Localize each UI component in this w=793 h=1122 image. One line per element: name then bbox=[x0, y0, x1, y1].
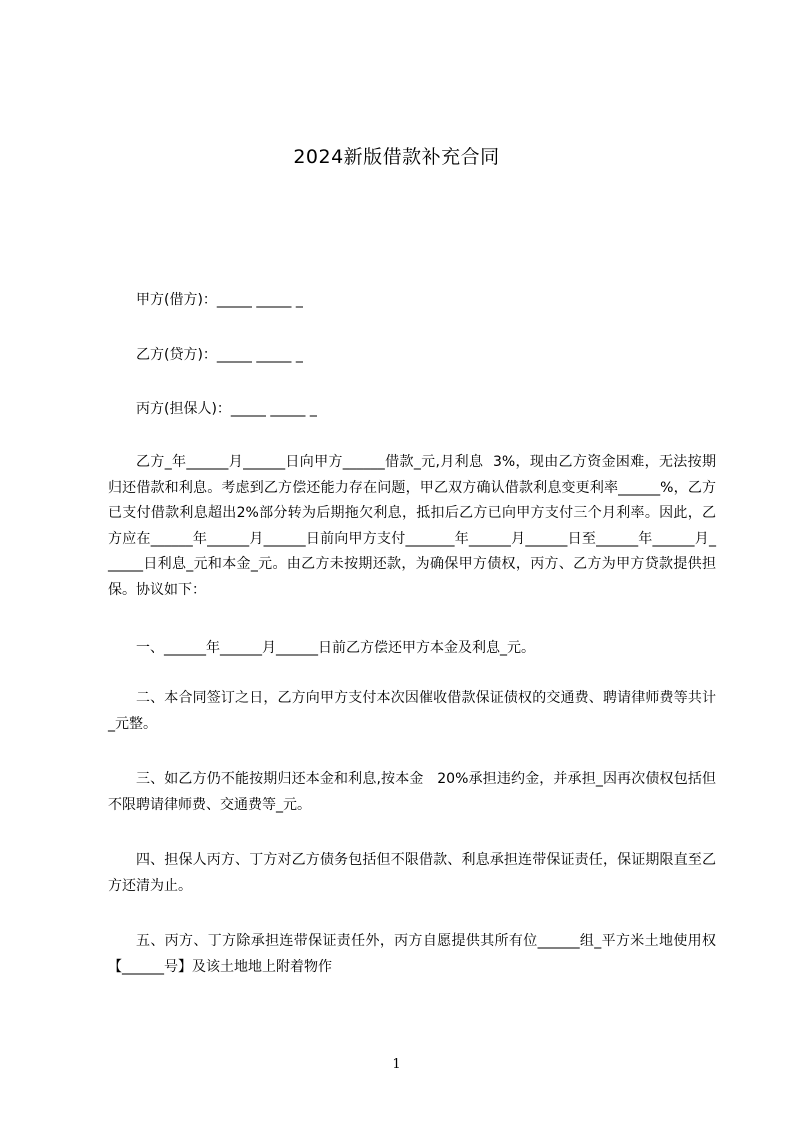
party-a-line: 甲方(借方)：_____ _____ _ bbox=[136, 292, 303, 308]
clause-3: 三、如乙方仍不能按期归还本金和利息,按本金 20%承担违约金，并承担_因再次债权包括但不限聘请律师费、交通费等_元。 bbox=[108, 771, 716, 813]
clause-4: 四、担保人丙方、丁方对乙方债务包括但不限借款、利息承担连带保证责任，保证期限直至乙方还清为止。 bbox=[108, 852, 716, 894]
page-number: 1 bbox=[392, 1057, 401, 1072]
party-b-line: 乙方(贷方)：_____ _____ _ bbox=[136, 347, 303, 363]
clause-1: 一、______年______月______日前乙方偿还甲方本金及利息_元。 bbox=[136, 640, 535, 656]
document-title: 2024新版借款补充合同 bbox=[293, 146, 500, 168]
clause-5: 五、丙方、丁方除承担连带保证责任外，丙方自愿提供其所有位______组_平方米土地使用权【______号】及该土地地上附着物作 bbox=[108, 933, 716, 975]
clause-2: 二、本合同签订之日，乙方向甲方支付本次因催收借款保证债权的交通费、聘请律师费等共计_元整。 bbox=[108, 690, 716, 732]
party-c-line: 丙方(担保人)：_____ _____ _ bbox=[136, 401, 317, 417]
intro-paragraph: 乙方_年______月______日向甲方______借款_元,月利息 3%，现由乙方资金困难，无法按期归还借款和利息。考虑到乙方偿还能力存在问题，甲乙双方确认借款利息变更利率______%，乙方已支付借款利息超出2%部分转为后期拖欠利息，抵扣后乙方已向甲方支付三个月利率。因此，乙方应在______年______月______日前向甲方支付_______年______月______日至______年______月______日利息_元和本金_元。由乙方未按期还款，为确保甲方债权，丙方、乙方为甲方贷款提供担保。协议如下： bbox=[108, 454, 716, 598]
